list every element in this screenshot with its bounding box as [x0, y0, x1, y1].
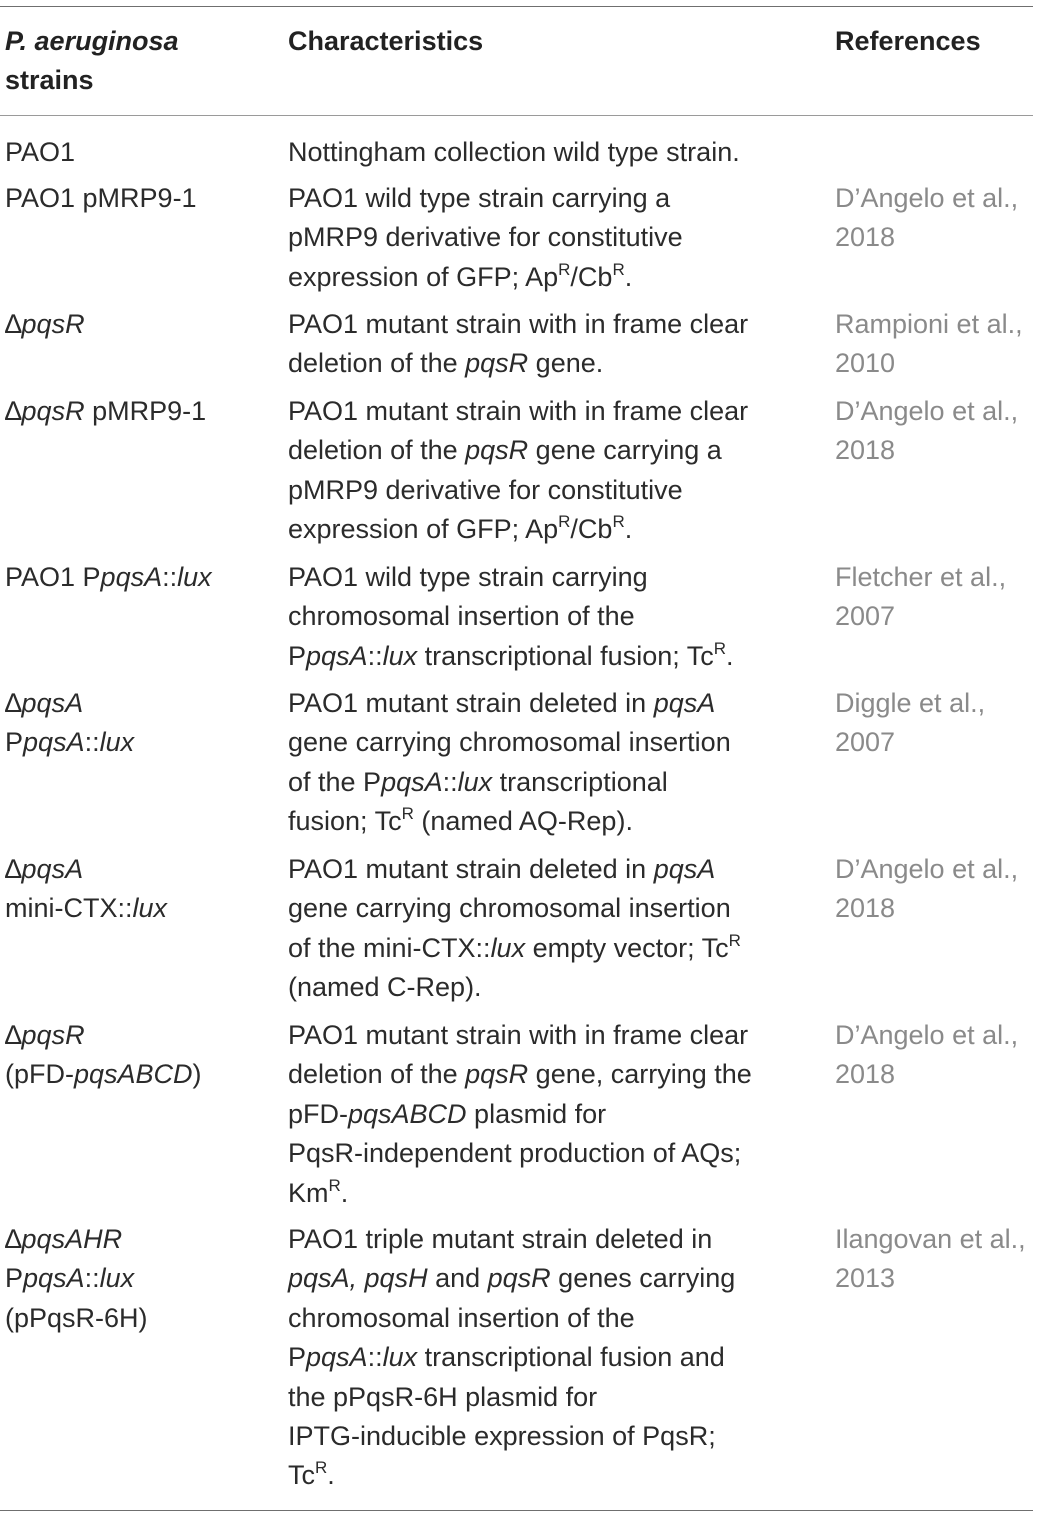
strain-cell-line: PAO1 [5, 137, 76, 167]
characteristics-cell-line: PAO1 mutant strain deleted in pqsA [288, 688, 716, 718]
characteristics-cell-line: PAO1 triple mutant strain deleted in [288, 1224, 713, 1254]
reference-cell [835, 1016, 1018, 1095]
characteristics-cell-line: PAO1 mutant strain with in frame clear [288, 1020, 749, 1050]
reference-cell [835, 558, 1006, 637]
characteristics-cell [288, 133, 740, 172]
characteristics-cell-line: expression of GFP; $Ap^R/Cb^R$. [288, 259, 633, 292]
reference-cell-line: 2010 [835, 348, 896, 379]
table-bottom-rule [0, 1510, 1033, 1511]
header-strains-line2: strains [5, 65, 94, 96]
reference-cell [835, 392, 1018, 471]
reference-cell-line: Ilangovan et al., [835, 1224, 1026, 1254]
characteristics-cell-line: of the PpqsA::lux transcriptional [288, 766, 668, 797]
characteristics-cell-line: PAO1 wild type strain carrying [288, 562, 648, 592]
characteristics-cell-line: PAO1 mutant strain deleted in pqsA [288, 854, 716, 884]
characteristics-cell-line: pMRP9 derivative for constitutive [288, 474, 683, 505]
strain-cell [5, 179, 197, 218]
characteristics-cell [288, 179, 683, 297]
strain-cell [5, 850, 167, 929]
characteristics-cell-line: PpqsA::lux transcriptional fusion and [288, 1342, 725, 1373]
strain-cell [5, 305, 85, 344]
reference-cell-line: 2007 [835, 601, 896, 632]
strain-cell [5, 1016, 202, 1095]
characteristics-cell [288, 305, 748, 384]
header-strains [5, 22, 179, 101]
header-strains-line1: P. aeruginosa [5, 26, 179, 56]
reference-cell-line: 2018 [835, 222, 896, 253]
characteristics-cell-line: chromosomal insertion of the [288, 1302, 635, 1333]
characteristics-cell [288, 392, 748, 550]
strain-cell [5, 392, 206, 431]
reference-cell-line: Rampioni et al., [835, 309, 1023, 339]
strain-cell-line: ∆pqsR [5, 309, 85, 339]
characteristics-cell-line: expression of GFP; $Ap^R/Cb^R$. [288, 512, 633, 545]
reference-cell [835, 305, 1023, 384]
characteristics-cell-line: deletion of the pqsR gene carrying a [288, 435, 722, 466]
strain-cell [5, 684, 134, 763]
characteristics-cell [288, 850, 741, 1008]
strain-cell [5, 133, 75, 172]
characteristics-cell-line: gene carrying chromosomal insertion [288, 893, 731, 924]
header-rule [0, 115, 1033, 116]
characteristics-cell-line: gene carrying chromosomal insertion [288, 727, 731, 758]
characteristics-cell-line: $Km^R$. [288, 1175, 349, 1208]
reference-cell-line: D’Angelo et al., [835, 1020, 1019, 1050]
strain-cell-line: (pPqsR-6H) [5, 1302, 148, 1333]
characteristics-cell-line: PAO1 mutant strain with in frame clear [288, 309, 749, 339]
strain-cell-line: (pFD-pqsABCD) [5, 1059, 202, 1090]
strain-cell-line: ∆pqsR [5, 1020, 85, 1050]
header-characteristics: Characteristics [288, 26, 484, 56]
reference-cell-line: 2007 [835, 727, 896, 758]
reference-cell-line: 2018 [835, 893, 896, 924]
reference-cell [835, 684, 985, 763]
characteristics-cell-line: $Tc^R$. [288, 1458, 335, 1491]
strain-cell-line: ∆pqsAHR [5, 1224, 123, 1254]
reference-cell-line: 2013 [835, 1263, 896, 1294]
characteristics-cell-line: PAO1 mutant strain with in frame clear [288, 396, 749, 426]
characteristics-cell-line: pMRP9 derivative for constitutive [288, 222, 683, 253]
characteristics-cell-line: fusion; $Tc^R$ (named AQ-Rep). [288, 804, 633, 837]
characteristics-cell-line: PAO1 wild type strain carrying a [288, 183, 671, 213]
reference-cell-line: 2018 [835, 435, 896, 466]
reference-cell [835, 179, 1018, 258]
characteristics-cell-line: PpqsA::lux transcriptional fusion; $Tc^R$. [288, 638, 734, 671]
characteristics-cell [288, 1220, 735, 1496]
characteristics-cell [288, 558, 734, 676]
characteristics-cell-line: pFD-pqsABCD plasmid for [288, 1098, 607, 1129]
reference-cell [835, 850, 1018, 929]
strain-cell-line: PpqsA::lux [5, 1263, 135, 1294]
characteristics-cell-line: (named C-Rep). [288, 972, 482, 1003]
header-references: References [835, 26, 981, 56]
strain-cell-line: mini-CTX::lux [5, 893, 168, 924]
reference-cell-line: Fletcher et al., [835, 562, 1007, 592]
strain-cell-line: ∆pqsA [5, 688, 84, 718]
characteristics-cell-line: IPTG-inducible expression of PqsR; [288, 1421, 716, 1452]
reference-cell-line: D’Angelo et al., [835, 854, 1019, 884]
reference-cell-line: D’Angelo et al., [835, 183, 1019, 213]
characteristics-cell-line: PqsR-independent production of AQs; [288, 1138, 742, 1169]
characteristics-cell-line: deletion of the pqsR gene. [288, 348, 604, 379]
strain-cell-line: PAO1 PpqsA::lux [5, 562, 212, 592]
reference-cell-line: 2018 [835, 1059, 896, 1090]
strain-cell [5, 558, 212, 597]
table-top-rule [0, 6, 1033, 7]
strain-cell-line: PAO1 pMRP9-1 [5, 183, 197, 213]
strain-cell-line: PpqsA::lux [5, 727, 135, 758]
characteristics-cell-line: chromosomal insertion of the [288, 601, 635, 632]
characteristics-cell-line: pqsA, pqsH and pqsR genes carrying [288, 1263, 736, 1294]
reference-cell [835, 1220, 1026, 1299]
characteristics-cell [288, 1016, 752, 1213]
strain-cell [5, 1220, 148, 1338]
characteristics-cell [288, 684, 731, 842]
reference-cell-line: D’Angelo et al., [835, 396, 1019, 426]
reference-cell-line: Diggle et al., [835, 688, 986, 718]
strain-cell-line: ∆pqsA [5, 854, 84, 884]
strain-cell-line: ∆pqsR pMRP9-1 [5, 396, 207, 426]
characteristics-cell-line: of the mini-CTX::lux empty vector; $Tc^R$ [288, 930, 741, 963]
characteristics-cell-line: Nottingham collection wild type strain. [288, 137, 740, 167]
characteristics-cell-line: deletion of the pqsR gene, carrying the [288, 1059, 752, 1090]
characteristics-cell-line: the pPqsR-6H plasmid for [288, 1381, 598, 1412]
